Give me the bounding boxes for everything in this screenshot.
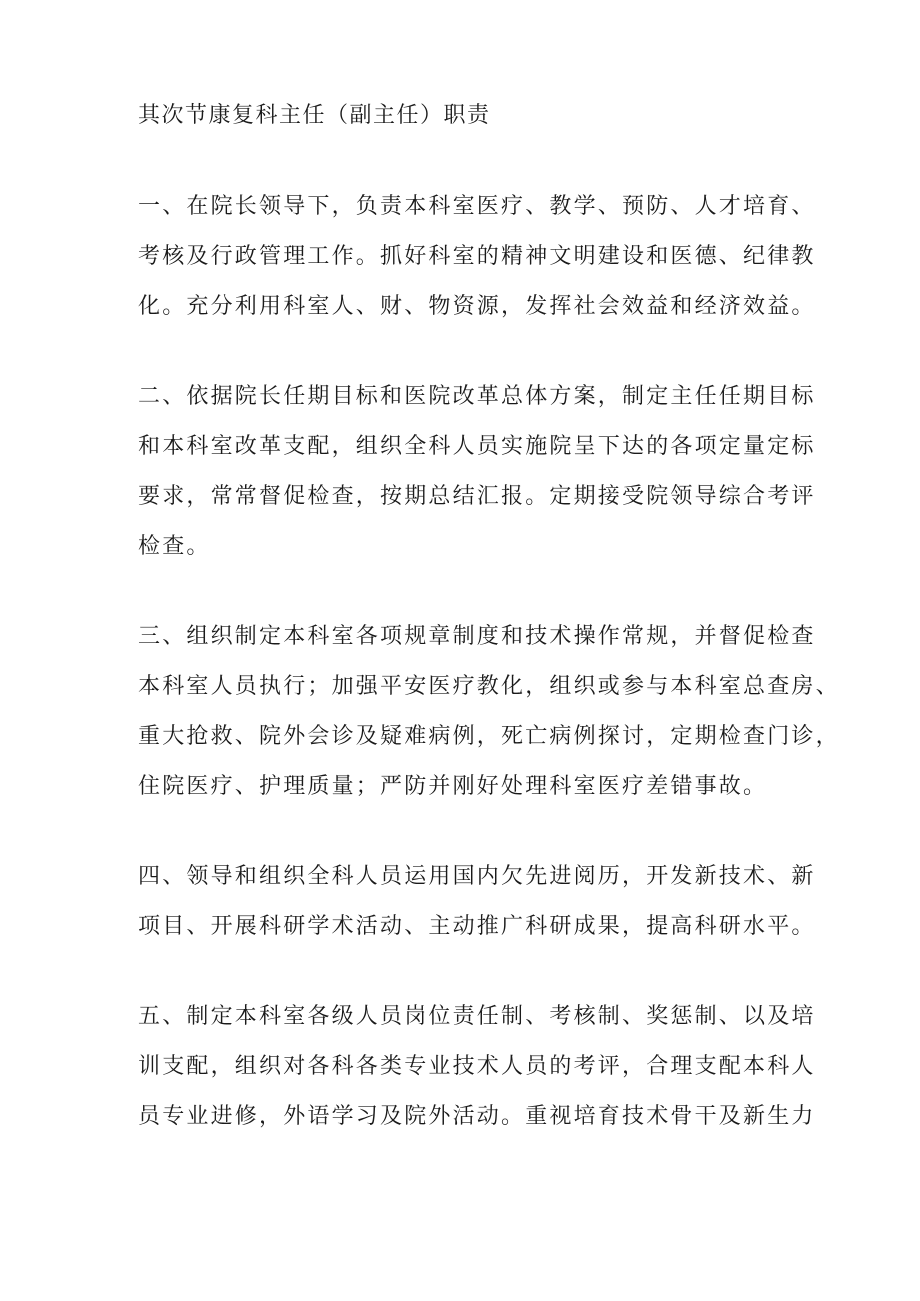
paragraph-line: 住院医疗、护理质量；严防并刚好处理科室医疗差错事故。	[138, 774, 768, 799]
paragraph-line: 本科室人员执行；加强平安医疗教化，组织或参与本科室总查房、	[138, 674, 840, 699]
paragraph-line: 五、制定本科室各级人员岗位责任制、考核制、奖惩制、以及培	[138, 1004, 816, 1029]
paragraph-line: 三、组织制定本科室各项规章制度和技术操作常规，并督促检查	[138, 624, 816, 649]
paragraph-line: 考核及行政管理工作。抓好科室的精神文明建设和医德、纪律教	[138, 244, 816, 269]
paragraph-1	[138, 182, 816, 332]
paragraph-line: 要求，常常督促检查，按期总结汇报。定期接受院领导综合考评	[138, 484, 816, 509]
paragraph-line: 化。充分利用科室人、财、物资源，发挥社会效益和经济效益。	[138, 294, 816, 319]
document-title: 其次节康复科主任（副主任）职责	[138, 103, 491, 128]
paragraph-5	[138, 992, 816, 1142]
paragraph-line: 检查。	[138, 534, 211, 559]
paragraph-line: 和本科室改革支配，组织全科人员实施院呈下达的各项定量定标	[138, 434, 816, 459]
paragraph-line: 训支配，组织对各科各类专业技术人员的考评，合理支配本科人	[138, 1054, 816, 1079]
paragraph-line: 一、在院长领导下，负责本科室医疗、教学、预防、人才培育、	[138, 194, 816, 219]
paragraph-2	[138, 372, 816, 572]
paragraph-4	[138, 852, 816, 952]
paragraph-line: 员专业进修，外语学习及院外活动。重视培育技术骨干及新生力	[138, 1104, 816, 1129]
paragraph-line: 重大抢救、院外会诊及疑难病例，死亡病例探讨，定期检查门诊，	[138, 724, 840, 749]
paragraph-3	[138, 612, 840, 812]
paragraph-line: 二、依据院长任期目标和医院改革总体方案，制定主任任期目标	[138, 384, 816, 409]
paragraph-line: 四、领导和组织全科人员运用国内欠先进阅历，开发新技术、新	[138, 864, 816, 889]
paragraph-line: 项目、开展科研学术活动、主动推广科研成果，提高科研水平。	[138, 914, 816, 939]
